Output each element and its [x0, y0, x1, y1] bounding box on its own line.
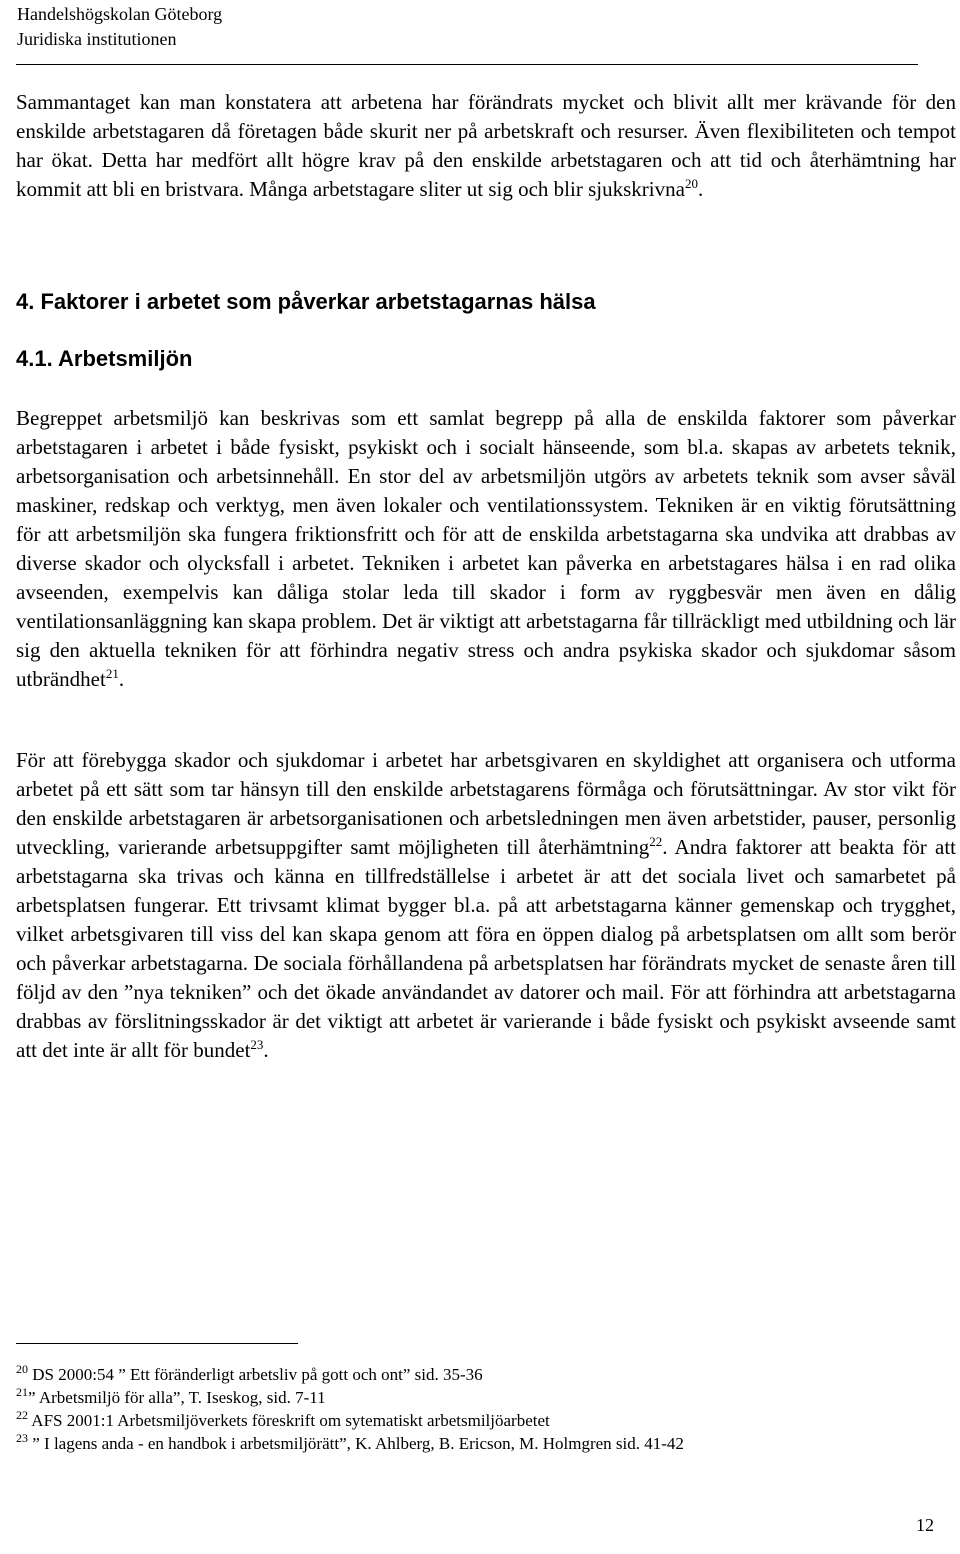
footnote-item	[16, 1432, 684, 1455]
footnote-divider	[16, 1343, 298, 1344]
paragraph-forebygga	[16, 746, 956, 1065]
paragraph-forebygga-end: .	[263, 1038, 269, 1062]
paragraph-forebygga-text-b: . Andra faktorer att beakta för att arbetstagarna ska trivas och känna en tillfredställelse i arbetet är att det sociala livet och samarbetet på arbetsplatsen fungerar. Ett trivsamt klimat bygger bl.a. på att arbetstagarna känner gemenskap och trygghet, vilket arbetsgivaren till viss del kan skapa genom att föra en öppen dialog på arbetsplatsen om allt som berör och påverkar arbetstagarna. De sociala förhållandena på arbetsplatsen har förändrats mycket de senaste åren till följd av den ”nya tekniken” och det ökade användandet av datorer och mail. För att förhindra att arbetstagarna drabbas av förslitningsskador är det viktigt att arbetet är varierande i både fysiskt och psykiskt avseende samt att det inte är allt för bundet	[16, 835, 956, 1062]
footnote-ref-20[interactable]: 20	[684, 176, 698, 191]
subsection-heading: 4.1. Arbetsmiljön	[16, 346, 193, 371]
page-number: 12	[916, 1515, 934, 1535]
paragraph-intro-end: .	[697, 177, 704, 201]
footnote-number: 22	[16, 1408, 28, 1422]
paragraph-intro-text: Sammantaget kan man konstatera att arbetena har förändrats mycket och blivit allt mer krävande för den enskilde arbetstagaren då företagen både skurit ner på arbetskraft och resurser. Även flexibiliteten och tempot har ökat. Detta har medfört allt högre krav på den enskilde arbetstagaren och att tid och återhämtning har kommit att bli en bristvara. Många arbetstagare sliter ut sig och blir sjukskrivna	[16, 90, 956, 201]
footnote-text: ” Arbetsmiljö för alla”, T. Iseskog, sid. 7-11	[28, 1388, 326, 1407]
footnote-item	[16, 1409, 684, 1432]
footnote-number: 23	[16, 1431, 28, 1445]
page-header	[17, 2, 222, 52]
footnote-number: 21	[16, 1385, 28, 1399]
footnote-text: DS 2000:54 ” Ett föränderligt arbetsliv på gott och ont” sid. 35-36	[28, 1365, 483, 1384]
paragraph-arbetsmiljo	[16, 404, 956, 694]
paragraph-arbetsmiljo-text: Begreppet arbetsmiljö kan beskrivas som ett samlat begrepp på alla de enskilda faktorer som påverkar arbetstagaren i arbetet i både fysiskt, psykiskt och i socialt hänseende, som bl.a. skapas av arbetets teknik, arbetsorganisation och arbetsinnehåll. En stor del av arbetsmiljön utgörs av arbetets teknik som avser såväl maskiner, redskap och verktyg, men även lokaler och ventilationssystem. Tekniken är en viktig förutsättning för att arbetsmiljön ska fungera friktionsfritt och för att de enskilda arbetstagarna ska undvika att drabbas av diverse skador och olycksfall i arbetet. Tekniken i arbetet kan påverka en arbetstagares hälsa i en rad olika avseenden, exempelvis kan dåliga stolar leda till skador i form av ryggbesvär men även en dålig ventilationsanläggning kan skapa problem. Det är viktigt att arbetstagarna får tillräckligt med utbildning och lär sig den aktuella tekniken för att förhindra negativ stress och andra psykiska skador och sjukdomar såsom utbrändhet	[16, 406, 956, 691]
paragraph-forebygga-text-a: För att förebygga skador och sjukdomar i arbetet har arbetsgivaren en skyldighet att organisera och utforma arbetet på ett sätt som tar hänsyn till den enskilde arbetstagarens förmåga och förutsättningar. Av stor vikt för den enskilde arbetstagaren är arbetsorganisationen och arbetsledningen men även arbetstider, pauser, personlig utveckling, varierande arbetsuppgifter samt möjligheten till återhämtning	[16, 748, 956, 859]
paragraph-arbetsmiljo-end: .	[118, 667, 125, 691]
header-department: Juridiska institutionen	[17, 29, 177, 49]
footnote-item	[16, 1363, 684, 1386]
footnote-text: AFS 2001:1 Arbetsmiljöverkets föreskrift om sytematiskt arbetsmiljöarbetet	[28, 1411, 550, 1430]
footnote-number: 20	[16, 1362, 28, 1376]
header-institution: Handelshögskolan Göteborg	[17, 4, 223, 24]
section-heading: 4. Faktorer i arbetet som påverkar arbetstagarnas hälsa	[16, 289, 596, 314]
footnote-ref-23[interactable]: 23	[250, 1037, 264, 1052]
footnote-ref-22[interactable]: 22	[649, 834, 663, 849]
footnotes	[16, 1363, 684, 1455]
header-divider	[16, 64, 918, 65]
footnote-item	[16, 1386, 684, 1409]
footnote-ref-21[interactable]: 21	[105, 666, 119, 681]
footnote-text: ” I lagens anda - en handbok i arbetsmiljörätt”, K. Ahlberg, B. Ericson, M. Holmgren sid. 41-42	[28, 1434, 684, 1453]
paragraph-intro	[16, 88, 956, 204]
